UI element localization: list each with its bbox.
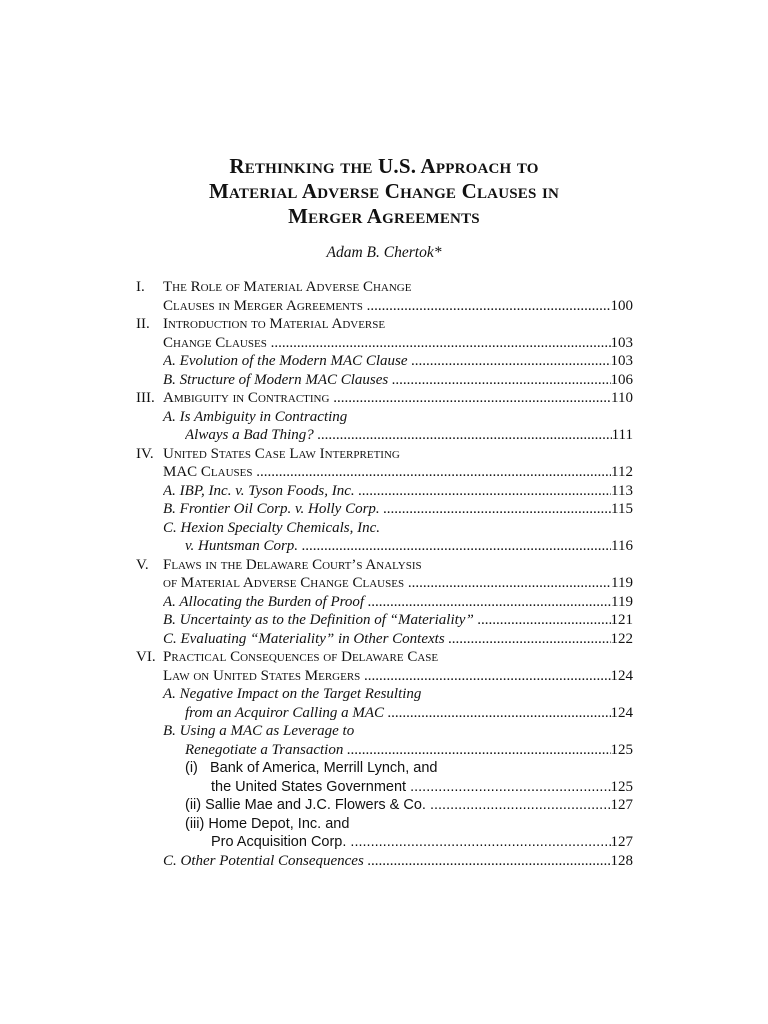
page-number: 115 — [611, 501, 633, 517]
toc-entry-iv-b — [136, 500, 633, 519]
toc-entry-vi-a — [136, 685, 633, 704]
toc-entry-vi-a-cont — [136, 704, 633, 723]
toc-entry-vi-b-i — [136, 759, 633, 778]
toc-entry-iv-c — [136, 519, 633, 538]
toc-entry-vi-b-iii — [136, 815, 633, 834]
page-number: 103 — [610, 334, 633, 351]
title-line-3: Merger Agreements — [288, 204, 480, 228]
subsection-title: A. Allocating the Burden of Proof ..... — [163, 593, 611, 612]
toc-entry-ii-cont — [136, 334, 633, 353]
toc-entry-vi — [136, 648, 633, 667]
toc-entry-iii-a-cont — [136, 426, 633, 445]
toc-entry-v — [136, 556, 633, 575]
section-title-line: Ambiguity in Contracting ..... — [163, 389, 611, 408]
subsection-title: C. Hexion Specialty Chemicals, Inc. — [163, 519, 381, 536]
toc-entry-ii — [136, 315, 633, 334]
page-number: 119 — [611, 575, 633, 591]
subsection-title: B. Structure of Modern MAC Clauses ..... — [163, 371, 611, 390]
toc-entry-vi-b-i-cont — [136, 778, 633, 797]
section-title-line: The Role of Material Adverse Change — [163, 279, 412, 295]
toc-entry-iii — [136, 389, 633, 408]
toc-entry-iv-c-cont — [136, 537, 633, 556]
toc-entry-ii-a — [136, 352, 633, 371]
toc-entry-v-a — [136, 593, 633, 612]
toc-entry-v-cont — [136, 574, 633, 593]
section-title-line: Flaws in the Delaware Court’s Analysis — [163, 556, 422, 573]
subsection-title: A. Evolution of the Modern MAC Clause ..... — [163, 352, 611, 371]
toc-entry-vi-c — [136, 852, 633, 871]
toc-entry-i — [136, 278, 633, 297]
page-number: 100 — [610, 297, 633, 314]
subsection-title: B. Using a MAC as Leverage to — [163, 723, 355, 739]
toc-entry-iv — [136, 445, 633, 464]
page-number: 106 — [610, 371, 633, 388]
title-line-1: Rethinking the U.S. Approach to — [229, 154, 539, 178]
page-number: 124 — [610, 667, 633, 684]
article-title — [0, 154, 768, 229]
page-number: 119 — [611, 593, 633, 610]
section-title-line: MAC Clauses ..... — [163, 463, 611, 482]
page-number: 113 — [611, 482, 633, 499]
page-number: 127 — [610, 834, 633, 850]
page-number: 112 — [611, 464, 633, 480]
section-title-line: United States Case Law Interpreting — [163, 445, 400, 462]
subsection-title: A. Is Ambiguity in Contracting — [163, 408, 348, 425]
page-number: 125 — [610, 778, 633, 795]
subsubsection-title: Pro Acquisition Corp. ..... — [211, 833, 611, 852]
section-number: I. — [136, 279, 145, 295]
toc-entry-v-b — [136, 611, 633, 630]
toc-entry-vi-b — [136, 722, 633, 741]
author-name: Adam B. Chertok* — [326, 244, 442, 261]
subsubsection-title: (ii) Sallie Mae and J.C. Flowers & Co. ..... — [185, 796, 611, 815]
page-number: 121 — [610, 612, 633, 628]
page-number: 116 — [611, 538, 633, 554]
section-number: VI. — [136, 649, 156, 665]
section-number: III. — [136, 390, 155, 406]
page-number: 111 — [611, 427, 633, 443]
subsection-title: Renegotiate a Transaction ..... — [185, 741, 611, 760]
table-of-contents — [136, 278, 633, 870]
section-number: II. — [136, 316, 150, 332]
subsection-title: from an Acquiror Calling a MAC ..... — [185, 704, 611, 723]
section-title-line: Introduction to Material Adverse — [163, 316, 386, 332]
page-number: 103 — [610, 353, 633, 369]
subsection-title: v. Huntsman Corp. ..... — [185, 537, 611, 556]
subsection-title: B. Uncertainty as to the Definition of “Materiality” ..... — [163, 611, 611, 630]
page-number: 124 — [610, 704, 633, 721]
subsubsection-title: (i) Bank of America, Merrill Lynch, and — [185, 760, 438, 776]
section-title-line: Practical Consequences of Delaware Case — [163, 649, 439, 665]
toc-entry-iii-a — [136, 408, 633, 427]
subsection-title: A. IBP, Inc. v. Tyson Foods, Inc. ..... — [163, 482, 611, 501]
toc-entry-iv-cont — [136, 463, 633, 482]
subsubsection-title: the United States Government ..... — [211, 778, 611, 797]
page-number: 122 — [610, 630, 633, 647]
toc-entry-i-cont — [136, 297, 633, 316]
section-number: IV. — [136, 445, 154, 462]
toc-entry-vi-b-ii — [136, 796, 633, 815]
section-title-line: Change Clauses ..... — [163, 334, 611, 353]
toc-entry-iv-a — [136, 482, 633, 501]
subsection-title: A. Negative Impact on the Target Resulting — [163, 686, 422, 702]
page-number: 127 — [610, 797, 633, 813]
toc-entry-v-c — [136, 630, 633, 649]
page-number: 128 — [610, 852, 633, 869]
title-line-2: Material Adverse Change Clauses in — [208, 179, 560, 203]
section-title-line: of Material Adverse Change Clauses ..... — [163, 574, 611, 593]
subsection-title: Always a Bad Thing? ..... — [185, 426, 612, 445]
toc-entry-ii-b — [136, 371, 633, 390]
toc-entry-vi-cont — [136, 667, 633, 686]
section-number: V. — [136, 556, 149, 573]
subsection-title: B. Frontier Oil Corp. v. Holly Corp. ..... — [163, 500, 611, 519]
page-number: 125 — [610, 741, 633, 758]
subsection-title: C. Evaluating “Materiality” in Other Contexts ..... — [163, 630, 611, 649]
page-number: 110 — [611, 390, 633, 406]
section-title-line: Clauses in Merger Agreements ..... — [163, 297, 611, 316]
subsubsection-title: (iii) Home Depot, Inc. and — [185, 815, 350, 832]
toc-entry-vi-b-cont — [136, 741, 633, 760]
subsection-title: C. Other Potential Consequences ..... — [163, 852, 611, 871]
section-title-line: Law on United States Mergers ..... — [163, 667, 611, 686]
toc-entry-vi-b-iii-cont — [136, 833, 633, 852]
